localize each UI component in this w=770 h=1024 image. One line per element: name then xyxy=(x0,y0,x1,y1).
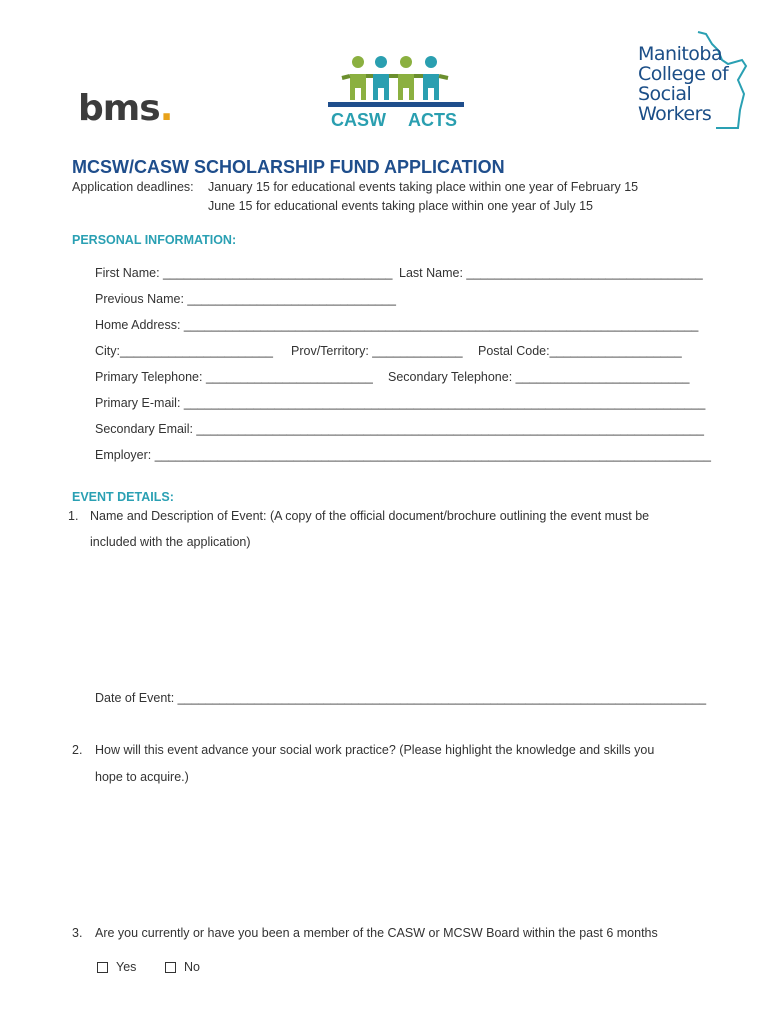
question-2-text: How will this event advance your social work practice? (Please highlight the knowledge and skills you xyxy=(95,743,655,757)
acts-text: ACTS xyxy=(408,110,457,130)
mcsw-line: College of xyxy=(638,63,729,85)
bms-logo xyxy=(78,88,172,129)
deadline-1: January 15 for educational events taking place within one year of February 15 xyxy=(208,180,639,194)
deadline-2: June 15 for educational events taking place within one year of July 15 xyxy=(208,199,593,213)
last-name-field[interactable]: Last Name: __________________________________ xyxy=(399,266,703,280)
secondary-email-field[interactable]: Secondary Email: _________________________________________________________________________ xyxy=(95,422,704,436)
personal-info-heading: PERSONAL INFORMATION: xyxy=(72,233,237,247)
question-1-number: 1. xyxy=(68,509,79,523)
yes-checkbox[interactable] xyxy=(97,962,108,973)
question-3-text: Are you currently or have you been a member of the CASW or MCSW Board within the past 6 months xyxy=(95,926,658,940)
city-field[interactable]: City:______________________ xyxy=(95,344,273,358)
casw-acts-logo xyxy=(328,54,464,130)
primary-email-field[interactable]: Primary E-mail: ___________________________________________________________________________ xyxy=(95,396,706,410)
page-title: MCSW/CASW SCHOLARSHIP FUND APPLICATION xyxy=(72,157,505,177)
secondary-phone-field[interactable]: Secondary Telephone: _________________________ xyxy=(388,370,690,384)
employer-field[interactable]: Employer: ________________________________________________________________________________ xyxy=(95,448,711,462)
first-name-field[interactable]: First Name: _________________________________ xyxy=(95,266,393,280)
mcsw-logo-text xyxy=(638,44,728,124)
postal-code-field[interactable]: Postal Code:___________________ xyxy=(478,344,682,358)
question-3-number: 3. xyxy=(72,926,83,940)
primary-phone-field[interactable]: Primary Telephone: ________________________ xyxy=(95,370,373,384)
question-1-text: Name and Description of Event: (A copy of the official document/brochure outlining the event must be xyxy=(90,509,650,523)
mcsw-line: Workers xyxy=(638,103,712,125)
event-details-heading: EVENT DETAILS: xyxy=(72,490,174,504)
bms-logo-dot: . xyxy=(159,88,173,129)
deadlines-label: Application deadlines: xyxy=(72,180,194,194)
no-checkbox[interactable] xyxy=(165,962,176,973)
question-2-text-cont: hope to acquire.) xyxy=(95,770,189,784)
question-2-number: 2. xyxy=(72,743,83,757)
question-1-text-cont: included with the application) xyxy=(90,535,251,549)
date-of-event-field[interactable]: Date of Event: ____________________________________________________________________________ xyxy=(95,691,707,705)
home-address-field[interactable]: Home Address: __________________________________________________________________________ xyxy=(95,318,699,332)
prov-field[interactable]: Prov/Territory: _____________ xyxy=(291,344,463,358)
bms-logo-text: bms xyxy=(78,88,160,129)
mcsw-line: Manitoba xyxy=(638,43,723,65)
mcsw-line: Social xyxy=(638,83,692,105)
previous-name-field[interactable]: Previous Name: ______________________________ xyxy=(95,292,396,306)
casw-bar xyxy=(328,102,464,107)
casw-figures-icon xyxy=(342,56,448,100)
casw-text: CASW xyxy=(331,110,386,130)
yes-option[interactable] xyxy=(97,960,136,974)
no-option[interactable] xyxy=(165,960,200,974)
yes-label: Yes xyxy=(116,960,137,974)
no-label: No xyxy=(184,960,200,974)
